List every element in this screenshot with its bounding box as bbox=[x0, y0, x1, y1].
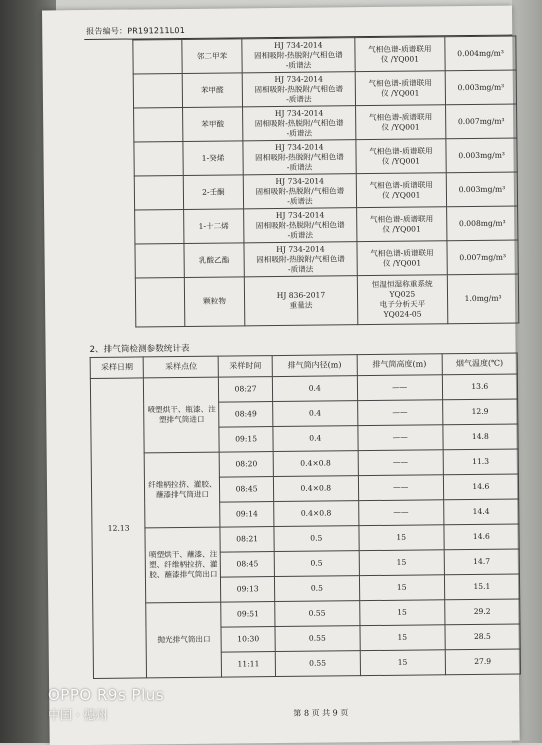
table-row bbox=[135, 274, 518, 327]
camera-watermark-location: 中国 · 德州 bbox=[48, 708, 108, 722]
blank-cell bbox=[133, 40, 182, 75]
method-standard: HJ 734-2014 固相吸附-热脱附/气相色谱 -质谱法 bbox=[243, 140, 356, 175]
detection-limit: 0.007mg/m³ bbox=[446, 104, 517, 139]
sampling-point: 喷塑烘干、瓶漆、注塑排气筒进口 bbox=[144, 377, 220, 453]
analyte-name: 乳酸乙酯 bbox=[184, 243, 245, 278]
method-standard: HJ 734-2014 固相吸附-热脱附/气相色谱 -质谱法 bbox=[242, 72, 355, 107]
sampling-time: 09:14 bbox=[220, 502, 274, 528]
stack-height: 15 bbox=[359, 525, 444, 551]
table-row bbox=[133, 70, 516, 108]
stack-diameter: 0.4 bbox=[273, 426, 358, 452]
stack-height: 15 bbox=[359, 575, 444, 601]
instrument: 气相色谱-质谱联用 仪 /YQ001 bbox=[355, 71, 446, 106]
method-standard: HJ 734-2014 固相吸附-热脱附/气相色谱 -质谱法 bbox=[244, 242, 357, 277]
detection-limit: 0.003mg/m³ bbox=[446, 172, 517, 207]
instrument: 气相色谱-质谱联用 仪 /YQ001 bbox=[355, 105, 446, 140]
flue-gas-temperature: 14.8 bbox=[442, 424, 518, 450]
detection-limit: 0.004mg/m³ bbox=[445, 36, 516, 71]
instrument: 气相色谱-质谱联用 仪 /YQ001 bbox=[356, 207, 447, 242]
stack-diameter: 0.55 bbox=[275, 651, 360, 677]
document-page bbox=[42, 6, 520, 745]
flue-gas-temperature: 15.1 bbox=[444, 574, 520, 600]
instrument: 气相色谱-质谱联用 仪 /YQ001 bbox=[357, 241, 448, 276]
flue-gas-temperature: 28.5 bbox=[445, 624, 521, 650]
section-title: 2、排气筒检测参数统计表 bbox=[89, 343, 190, 355]
analyte-name: 苯甲醛 bbox=[182, 73, 243, 108]
detection-limit: 0.008mg/m³ bbox=[447, 206, 518, 241]
flue-gas-temperature: 29.2 bbox=[444, 599, 520, 625]
sampling-time: 08:49 bbox=[219, 402, 273, 428]
flue-gas-temperature: 12.9 bbox=[442, 399, 518, 425]
blank-cell bbox=[134, 141, 183, 176]
stack-height: 15 bbox=[359, 600, 444, 626]
stack-height: —— bbox=[358, 475, 443, 501]
stack-height: 15 bbox=[360, 625, 445, 651]
camera-watermark-model: OPPO R9s Plus bbox=[48, 686, 165, 704]
stack-height: 15 bbox=[360, 650, 445, 676]
analyte-name: 邻二甲苯 bbox=[181, 39, 242, 74]
flue-gas-temperature: 27.9 bbox=[445, 649, 521, 675]
sampling-time: 09:15 bbox=[219, 427, 273, 453]
sampling-time: 09:13 bbox=[221, 577, 275, 603]
flue-gas-temperature: 14.6 bbox=[443, 474, 519, 500]
stack-height: —— bbox=[357, 400, 442, 426]
flue-gas-temperature: 11.3 bbox=[443, 449, 519, 475]
table-row bbox=[133, 36, 516, 74]
stack-height: —— bbox=[358, 425, 443, 451]
analyte-name: 1-癸烯 bbox=[183, 141, 244, 176]
analyte-name: 1-十二烯 bbox=[183, 209, 244, 244]
blank-cell bbox=[133, 74, 182, 109]
column-header: 排气筒内径(m) bbox=[272, 355, 357, 377]
blank-cell bbox=[135, 243, 184, 278]
table-row bbox=[134, 172, 517, 210]
table-row bbox=[134, 104, 517, 142]
stack-height: —— bbox=[357, 375, 442, 401]
stack-diameter: 0.4×0.8 bbox=[273, 501, 358, 527]
sampling-point: 抛光排气筒出口 bbox=[146, 602, 222, 678]
sampling-point: 喷塑烘干、蘸漆、注塑、纤维柄拉挤、灌胶、蘸漆排气筒出口 bbox=[145, 527, 221, 603]
stack-diameter: 0.5 bbox=[274, 551, 359, 577]
sampling-time: 08:27 bbox=[219, 377, 273, 403]
analyte-name: 颗粒物 bbox=[184, 277, 245, 327]
flue-gas-temperature: 13.6 bbox=[442, 374, 518, 400]
column-header: 排气筒高度(m) bbox=[357, 354, 442, 376]
report-number: 报告编号：PR191211L01 bbox=[86, 25, 186, 36]
sampling-time: 08:20 bbox=[220, 452, 274, 478]
table-row bbox=[135, 240, 518, 278]
stack-diameter: 0.4 bbox=[272, 401, 357, 427]
sampling-point: 纤维柄拉挤、灌胶、蘸漆排气筒进口 bbox=[145, 452, 221, 528]
column-header: 采样日期 bbox=[90, 357, 144, 379]
method-table bbox=[132, 35, 519, 327]
method-standard: HJ 836-2017 重量法 bbox=[245, 276, 358, 326]
method-standard: HJ 734-2014 固相吸附-热脱附/气相色谱 -质谱法 bbox=[243, 106, 356, 141]
method-standard: HJ 734-2014 固相吸附-热脱附/气相色谱 -质谱法 bbox=[244, 174, 357, 209]
method-standard: HJ 734-2014 固相吸附-热脱附/气相色谱 -质谱法 bbox=[242, 38, 355, 73]
sampling-time: 11:11 bbox=[222, 652, 276, 678]
instrument: 气相色谱-质谱联用 仪 /YQ001 bbox=[354, 37, 445, 72]
exhaust-parameter-table bbox=[90, 352, 521, 678]
sampling-time: 10:30 bbox=[221, 627, 275, 653]
blank-cell bbox=[135, 209, 184, 244]
analyte-name: 2-壬酮 bbox=[183, 175, 244, 210]
stack-diameter: 0.5 bbox=[274, 576, 359, 602]
detection-limit: 0.003mg/m³ bbox=[446, 138, 517, 173]
stack-diameter: 0.55 bbox=[275, 601, 360, 627]
flue-gas-temperature: 14.6 bbox=[444, 524, 520, 550]
stack-height: 15 bbox=[359, 550, 444, 576]
blank-cell bbox=[134, 175, 183, 210]
flue-gas-temperature: 14.7 bbox=[444, 549, 520, 575]
sampling-time: 08:21 bbox=[220, 527, 274, 553]
column-header: 采样点位 bbox=[144, 356, 219, 378]
sampling-date: 12.13 bbox=[90, 378, 147, 679]
stack-diameter: 0.55 bbox=[275, 626, 360, 652]
blank-cell bbox=[135, 277, 184, 327]
analyte-name: 苯甲酸 bbox=[182, 107, 243, 142]
stack-height: —— bbox=[358, 500, 443, 526]
detection-limit: 0.003mg/m³ bbox=[445, 70, 516, 105]
page-footer: 第 8 页 共 9 页 bbox=[293, 708, 349, 718]
method-standard: HJ 734-2014 固相吸附-热脱附/气相色谱 -质谱法 bbox=[244, 208, 357, 243]
stack-diameter: 0.4×0.8 bbox=[273, 451, 358, 477]
stack-diameter: 0.4 bbox=[272, 376, 357, 402]
instrument: 气相色谱-质谱联用 仪 /YQ001 bbox=[355, 139, 446, 174]
detection-limit: 0.007mg/m³ bbox=[447, 240, 518, 275]
column-header: 采样时间 bbox=[219, 356, 273, 378]
column-header: 烟气温度(℃) bbox=[442, 353, 518, 375]
blank-cell bbox=[134, 107, 183, 142]
sampling-time: 08:45 bbox=[221, 552, 275, 578]
stack-diameter: 0.4×0.8 bbox=[273, 476, 358, 502]
sampling-time: 08:45 bbox=[220, 477, 274, 503]
table-row bbox=[135, 206, 518, 244]
flue-gas-temperature: 14.4 bbox=[443, 499, 519, 525]
stack-height: —— bbox=[358, 450, 443, 476]
table-row bbox=[134, 138, 517, 176]
instrument: 恒温恒湿称重系统 YQ025 电子分析天平 YQ024-05 bbox=[357, 275, 448, 325]
stack-diameter: 0.5 bbox=[274, 526, 359, 552]
sampling-time: 09:51 bbox=[221, 602, 275, 628]
detection-limit: 1.0mg/m³ bbox=[447, 274, 518, 324]
instrument: 气相色谱-质谱联用 仪 /YQ001 bbox=[356, 173, 447, 208]
